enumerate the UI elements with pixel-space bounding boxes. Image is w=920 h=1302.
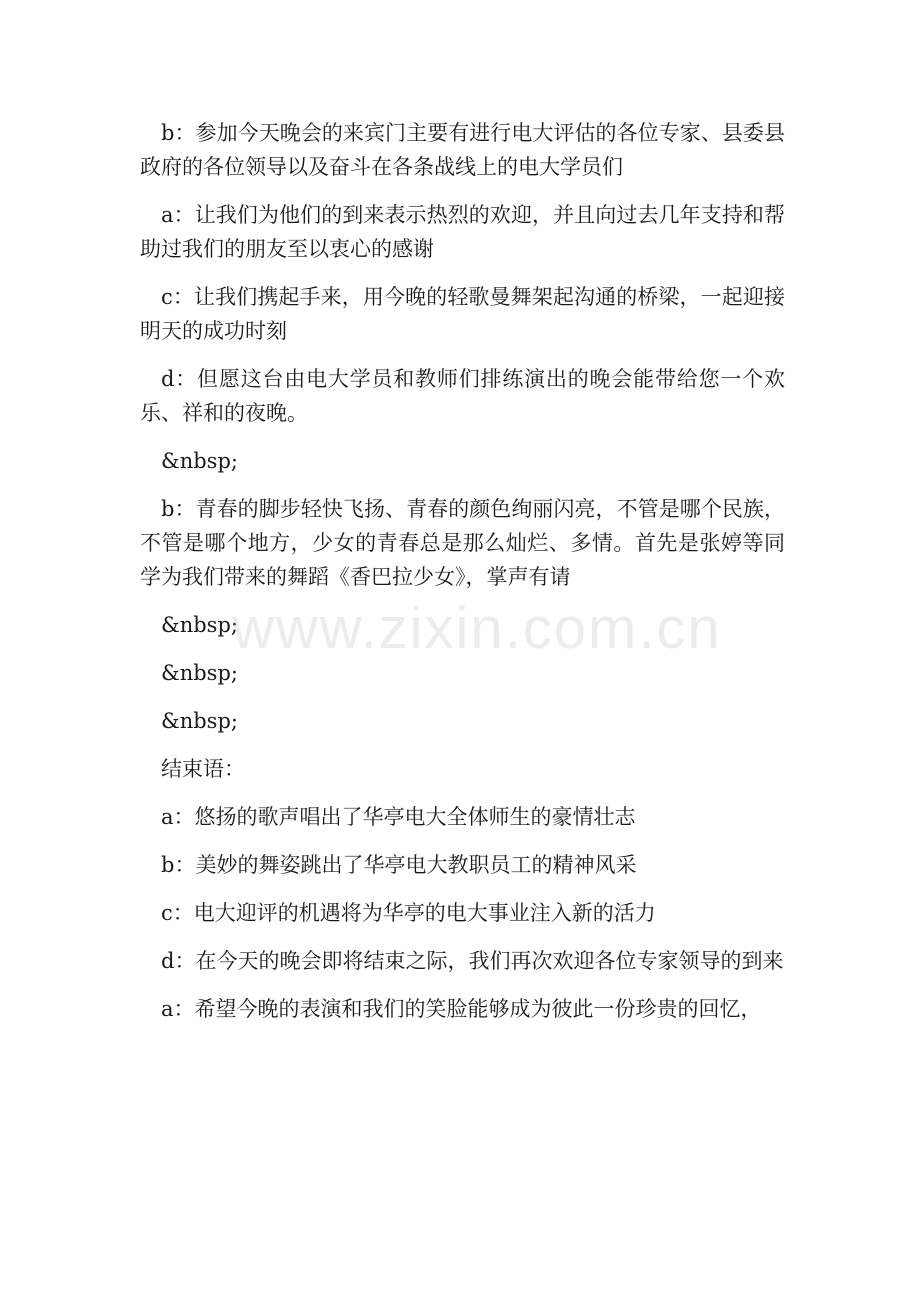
paragraph: d：但愿这台由电大学员和教师们排练演出的晚会能带给您一个欢乐、祥和的夜晚。 <box>140 367 785 425</box>
paragraph: c：电大迎评的机遇将为华亭的电大事业注入新的活力 <box>161 901 656 925</box>
paragraph: b：青春的脚步轻快飞扬、青春的颜色绚丽闪亮，不管是哪个民族，不管是哪个地方，少女的青春总是那么灿烂、多情。首先是张婷等同学为我们带来的舞蹈《香巴拉少女》，掌声有请 <box>140 497 785 589</box>
watermark: www.zixin.com.cn <box>232 596 722 661</box>
section-heading: 结束语： <box>161 757 245 781</box>
paragraph: c：让我们携起手来，用今晚的轻歌曼舞架起沟通的桥梁，一起迎接明天的成功时刻 <box>140 285 785 343</box>
paragraph: &nbsp; <box>161 449 238 473</box>
paragraph: b：参加今天晚会的来宾门主要有进行电大评估的各位专家、县委县政府的各位领导以及奋斗在各条战线上的电大学员们 <box>140 121 785 179</box>
paragraph: &nbsp; <box>161 661 238 685</box>
paragraph: a：希望今晚的表演和我们的笑脸能够成为彼此一份珍贵的回忆， <box>161 997 762 1021</box>
paragraph: &nbsp; <box>161 709 238 733</box>
paragraph: &nbsp; <box>161 613 238 637</box>
paragraph: d：在今天的晚会即将结束之际，我们再次欢迎各位专家领导的到来 <box>161 949 784 973</box>
document-body <box>140 116 785 1040</box>
paragraph: a：让我们为他们的到来表示热烈的欢迎，并且向过去几年支持和帮助过我们的朋友至以衷心的感谢 <box>140 203 785 261</box>
paragraph: b：美妙的舞姿跳出了华亭电大教职员工的精神风采 <box>161 853 637 877</box>
paragraph: a：悠扬的歌声唱出了华亭电大全体师生的豪情壮志 <box>161 805 636 829</box>
